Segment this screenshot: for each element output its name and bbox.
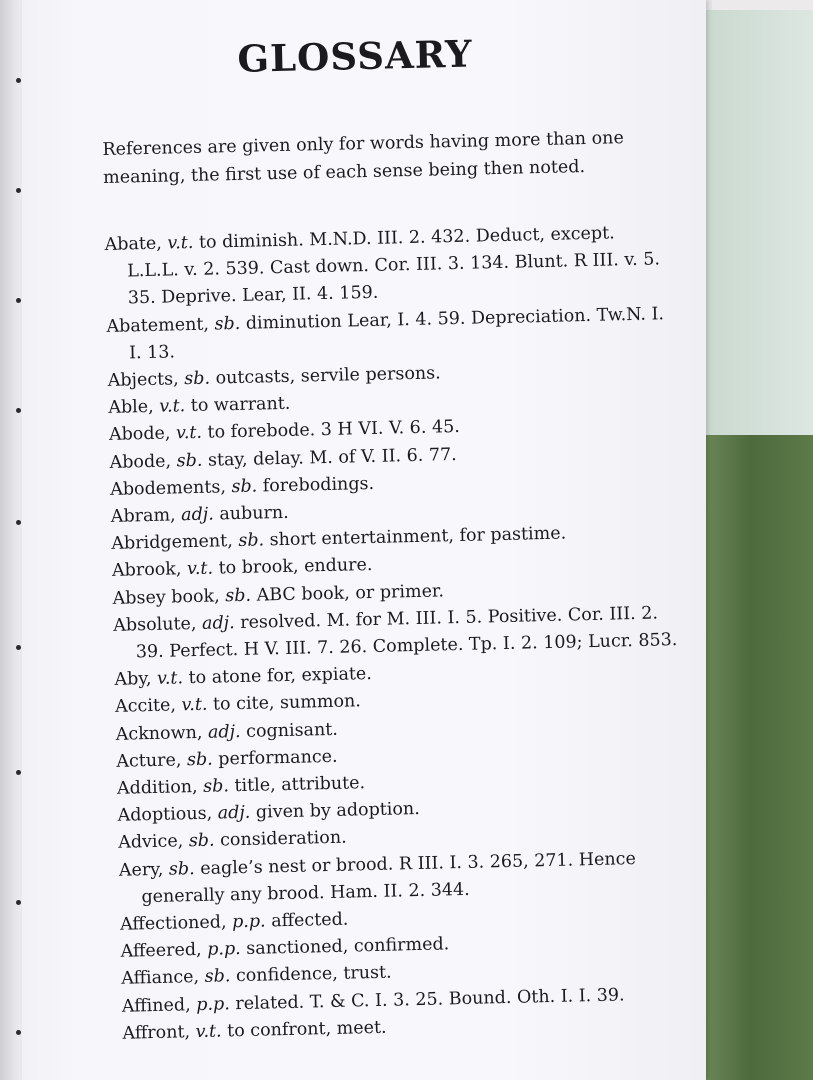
binding-stitch	[16, 900, 21, 905]
entry-part-of-speech: sb.	[238, 530, 265, 552]
entry-headword: Abram,	[110, 505, 176, 527]
glossary-entries	[104, 219, 687, 1048]
entry-definition: to brook, endure.	[218, 555, 373, 579]
binding-stitch	[16, 78, 21, 83]
entry-definition: to diminish. M.N.D. III. 2. 432. Deduct, except. L.L.L. v. 2. 539. Cast down. Cor. III. 3. 134. Blunt. R III. v. 5. 35. Deprive. Lear, II. 4. 159.	[127, 223, 661, 309]
entry-headword: Absolute,	[113, 613, 197, 636]
entry-definition: forebodings.	[262, 473, 375, 497]
glossary-content	[100, 27, 688, 1048]
entry-part-of-speech: p.p.	[206, 939, 241, 961]
entry-part-of-speech: sb.	[225, 585, 252, 606]
entry-headword: Addition,	[116, 777, 198, 799]
book-page	[22, 0, 706, 1080]
entry-part-of-speech: v.t.	[186, 559, 214, 580]
entry-headword: Absey book,	[112, 586, 220, 609]
entry-part-of-speech: v.t.	[167, 232, 194, 254]
binding-stitch	[16, 520, 21, 525]
entry-headword: Abrook,	[111, 559, 182, 582]
entry-definition: performance.	[218, 746, 338, 770]
entry-headword: Abridgement,	[111, 531, 234, 555]
entry-definition: stay, delay. M. of V. II. 6. 77.	[207, 444, 457, 471]
entry-part-of-speech: p.p.	[231, 911, 266, 933]
binding-stitch	[16, 770, 21, 775]
entry-definition: confidence, trust.	[235, 963, 392, 987]
entry-headword: Abate,	[104, 233, 163, 255]
entry-definition: title, attribute.	[234, 773, 366, 797]
entry-headword: Adoptious,	[117, 803, 213, 827]
entry-part-of-speech: adj.	[217, 803, 251, 824]
entry-definition: to cite, summon.	[212, 691, 362, 716]
entry-part-of-speech: sb.	[214, 313, 241, 335]
entry-definition: eagle’s nest or brood. R III. I. 3. 265, 271. Hence generally any brood. Ham. II. 2. 344.	[141, 848, 637, 908]
entry-definition: cognisant.	[245, 719, 339, 742]
entry-definition: resolved. M. for M. III. I. 5. Positive. Cor. III. 2. 39. Perfect. H V. III. 7. 26. Complete. Tp. I. 2. 109; Lucr. 853.	[135, 603, 678, 663]
entry-headword: Accite,	[114, 695, 177, 718]
entry-headword: Affectioned,	[119, 912, 227, 935]
entry-part-of-speech: sb.	[204, 966, 231, 988]
entry-definition: to atone for, expiate.	[188, 664, 373, 689]
entry-headword: Acture,	[116, 750, 182, 772]
entry-headword: Affined,	[121, 994, 191, 1017]
entry-part-of-speech: p.p.	[196, 993, 231, 1015]
entry-definition: ABC book, or primer.	[256, 580, 445, 606]
entry-headword: Abode,	[109, 451, 172, 473]
page-title: GLOSSARY	[236, 31, 474, 81]
entry-definition: to confront, meet.	[226, 1017, 387, 1042]
entry-definition: sanctioned, confirmed.	[246, 934, 450, 960]
entry-part-of-speech: sb.	[231, 476, 258, 497]
book-cover-edge	[700, 10, 813, 440]
entry-definition: affected.	[270, 909, 349, 932]
entry-part-of-speech: sb.	[186, 749, 213, 771]
entry-part-of-speech: v.t.	[175, 423, 203, 444]
entry-headword: Abodements,	[109, 477, 227, 500]
entry-part-of-speech: v.t.	[156, 668, 184, 690]
entry-headword: Affront,	[122, 1022, 191, 1044]
entry-part-of-speech: sb.	[176, 450, 203, 471]
entry-definition: diminution Lear, I. 4. 59. Depreciation. Tw.N. I. I. 13.	[128, 303, 665, 364]
binding-stitch	[16, 188, 21, 193]
entry-part-of-speech: sb.	[202, 776, 230, 797]
binding-stitch	[16, 408, 21, 413]
entry-headword: Affeered,	[120, 940, 202, 963]
entry-headword: Aery,	[118, 859, 164, 881]
entry-part-of-speech: adj.	[207, 721, 241, 743]
entry-definition: auburn.	[219, 502, 289, 525]
entry-part-of-speech: v.t.	[181, 695, 208, 716]
entry-part-of-speech: sb.	[168, 858, 195, 880]
entry-headword: Aby,	[114, 669, 152, 691]
entry-headword: Abjects,	[107, 369, 179, 391]
entry-part-of-speech: sb.	[184, 368, 211, 390]
entry-definition: to forebode. 3 H VI. V. 6. 45.	[207, 417, 461, 444]
binding-stitch	[16, 298, 21, 303]
entry-headword: Able,	[108, 397, 154, 419]
binding-stitch	[16, 645, 21, 650]
entry-part-of-speech: sb.	[188, 831, 215, 852]
entry-part-of-speech: v.t.	[159, 396, 186, 417]
binding-stitch	[16, 1030, 21, 1035]
book-cover-green	[700, 435, 813, 1080]
glossary-intro: References are given only for words having more than one meaning, the first use of each sense being then noted.	[102, 128, 625, 188]
entry-part-of-speech: v.t.	[195, 1021, 222, 1042]
entry-definition: consideration.	[219, 828, 347, 851]
entry-headword: Affiance,	[121, 967, 200, 990]
entry-definition: short entertainment, for pastime.	[269, 523, 567, 551]
entry-definition: outcasts, servile persons.	[215, 363, 441, 389]
entry-part-of-speech: adj.	[201, 612, 235, 634]
entry-headword: Advice,	[118, 831, 184, 854]
entry-definition: related. T. & C. I. 3. 25. Bound. Oth. I. I. 39.	[235, 985, 625, 1014]
entry-definition: to warrant.	[190, 393, 291, 417]
glossary-entry	[104, 219, 671, 313]
entry-part-of-speech: adj.	[180, 504, 215, 526]
entry-headword: Acknown,	[115, 722, 203, 745]
entry-headword: Abatement,	[106, 314, 210, 337]
entry-definition: given by adoption.	[255, 799, 421, 823]
entry-headword: Abode,	[108, 423, 171, 446]
